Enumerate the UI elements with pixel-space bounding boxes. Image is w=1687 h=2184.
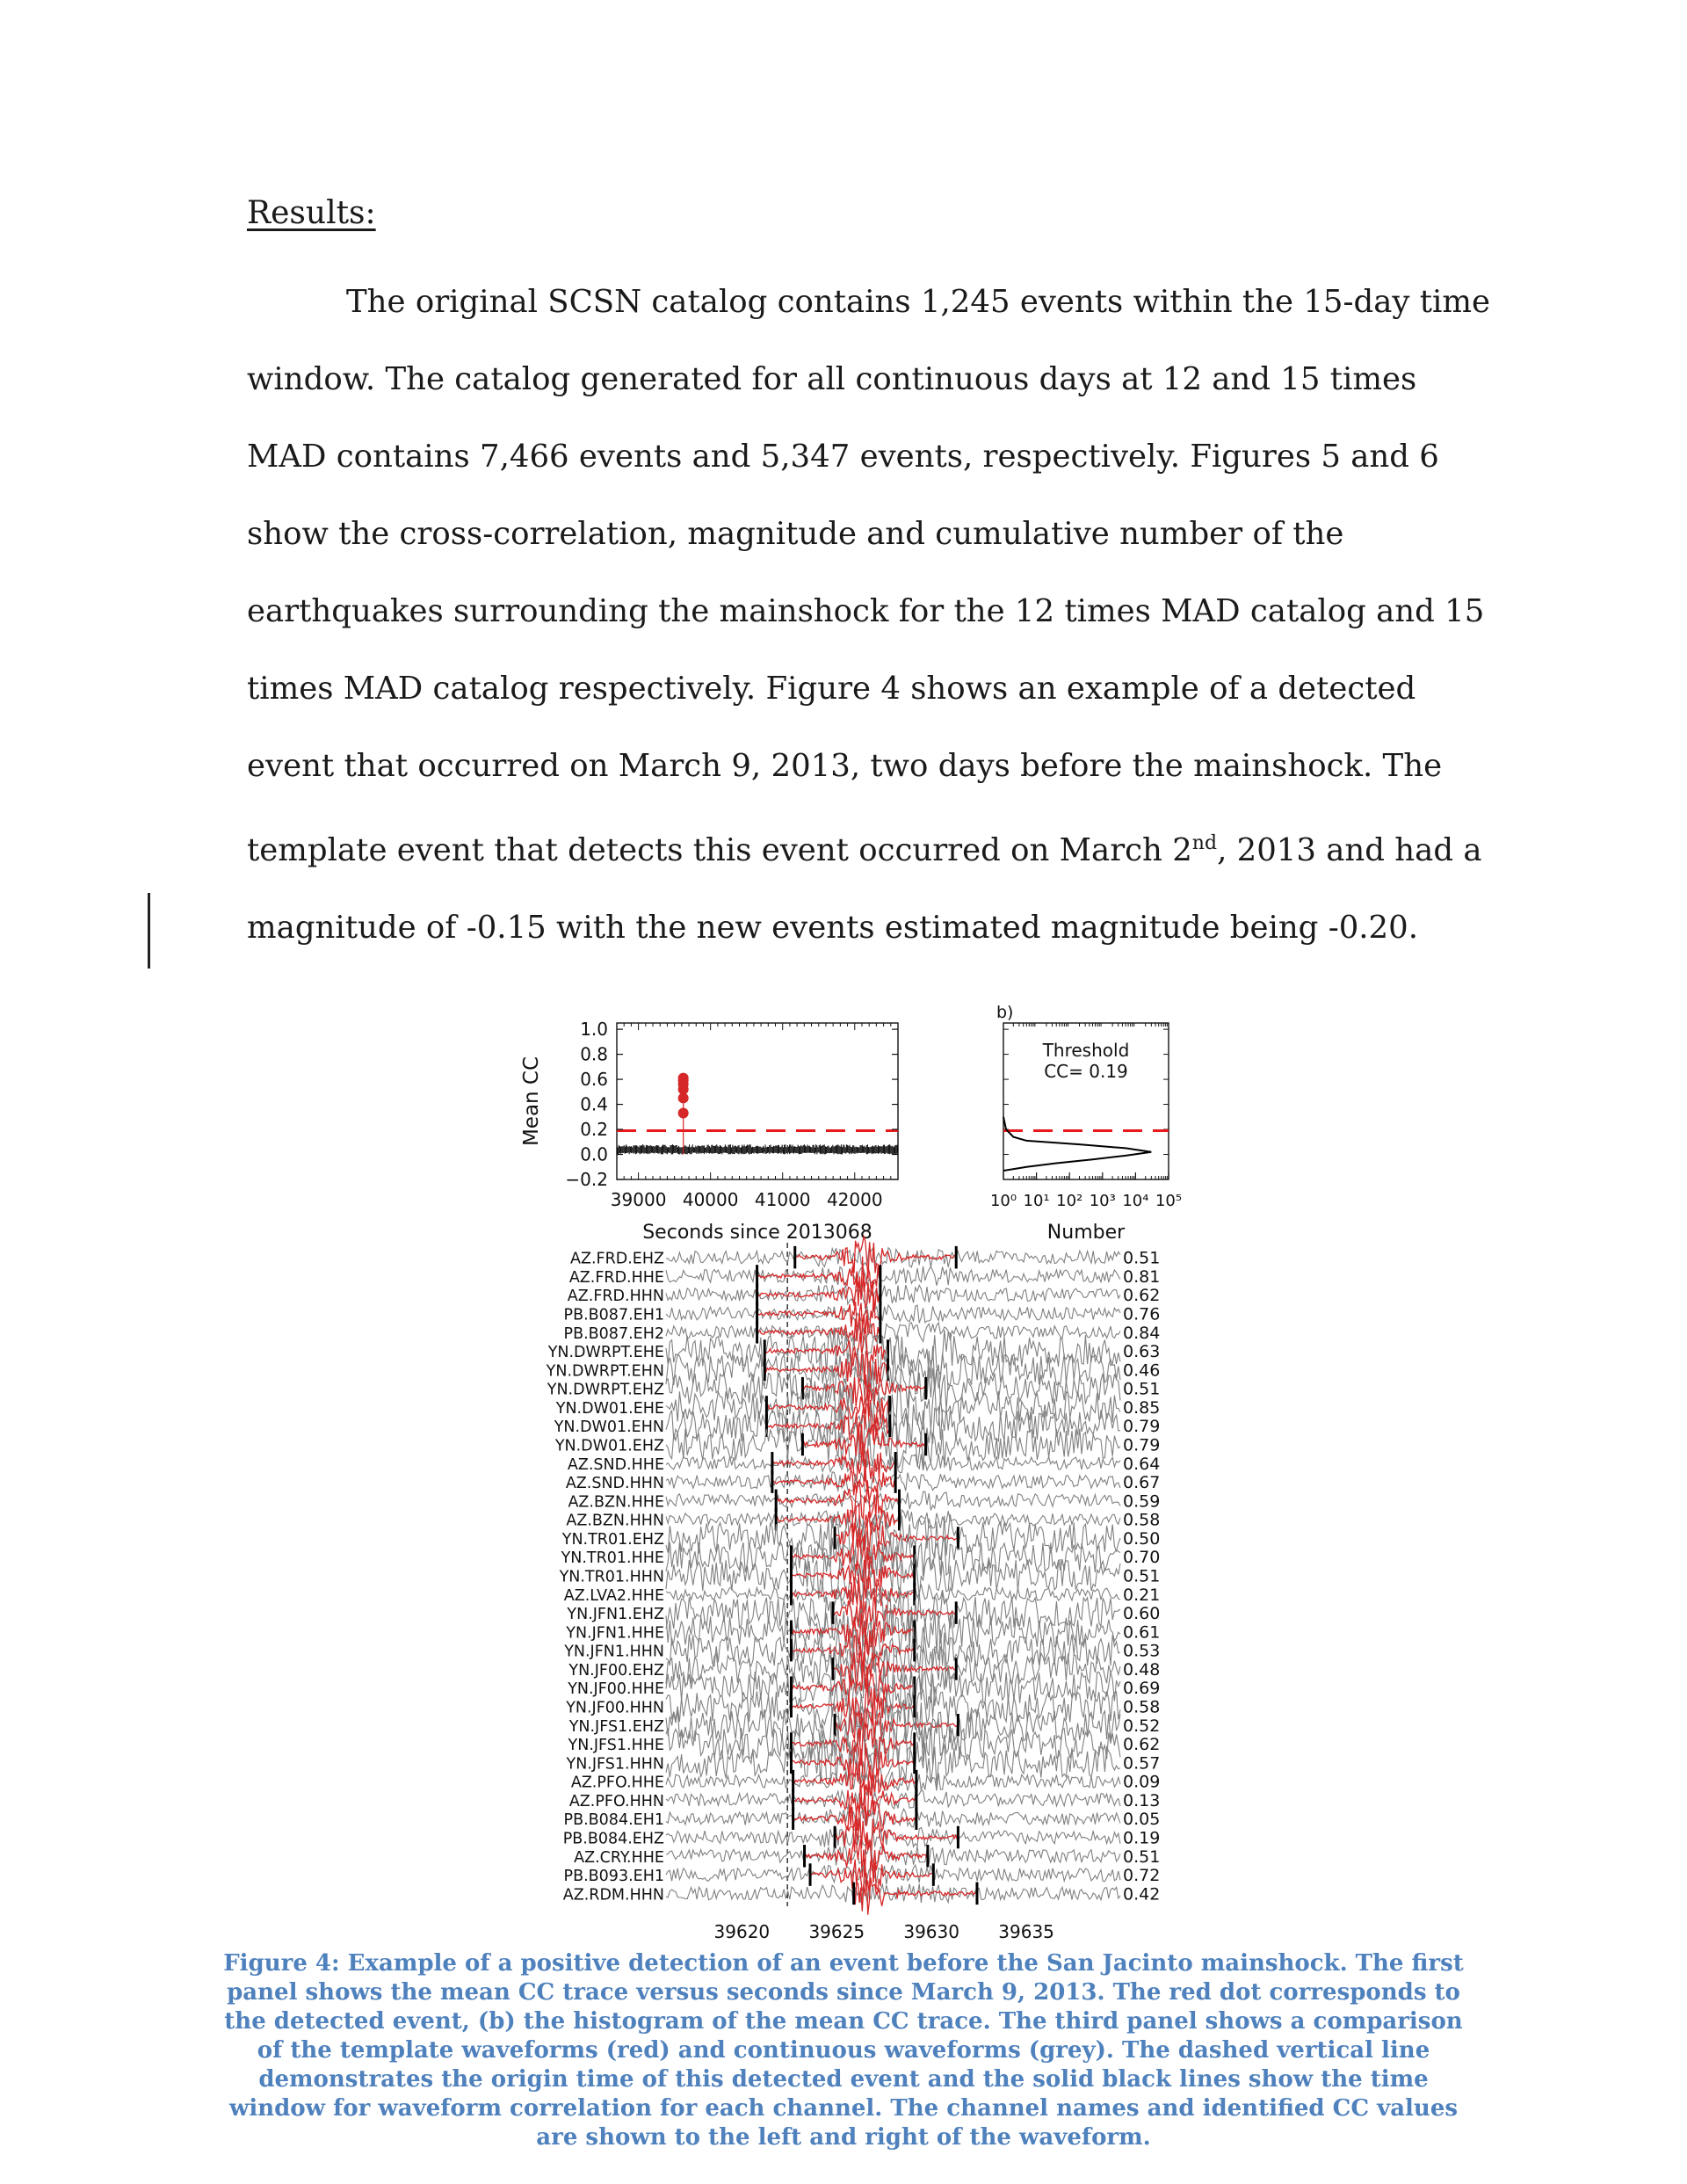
panel-a-detection-point-5 xyxy=(678,1073,689,1084)
channel-name-11: AZ.SND.HHE xyxy=(567,1455,664,1474)
paragraph-part-2: , 2013 and had a magnitude of -0.15 with the new events estimated magnitude being -0.20. xyxy=(247,831,1482,946)
channel-cc-value-30: 0.05 xyxy=(1123,1810,1161,1830)
waveform-continuous-34 xyxy=(666,1883,1120,1903)
panel-b-annotation-line-2: CC= 0.19 xyxy=(1044,1061,1128,1082)
channel-name-22: YN.JF00.EHZ xyxy=(568,1661,664,1680)
channel-name-20: YN.JFN1.HHE xyxy=(566,1624,664,1643)
panel-a-xtick-label-3: 42000 xyxy=(826,1189,883,1210)
channel-name-31: PB.B084.EHZ xyxy=(562,1830,664,1848)
channel-name-2: AZ.FRD.HHN xyxy=(567,1288,664,1306)
waveform-continuous-28 xyxy=(666,1772,1120,1791)
channel-cc-value-0: 0.51 xyxy=(1123,1248,1161,1268)
channel-name-13: AZ.BZN.HHE xyxy=(568,1493,664,1512)
channel-cc-value-11: 0.64 xyxy=(1123,1454,1161,1474)
waveform-continuous-4 xyxy=(666,1323,1120,1342)
channel-name-32: AZ.CRY.HHE xyxy=(574,1848,664,1867)
channel-name-34: AZ.RDM.HHN xyxy=(562,1886,664,1905)
paragraph-part-1: The original SCSN catalog contains 1,245 events within the 15-day time window. The catalog generated for all continuous days at 12 and 15 times MAD contains 7,466 events and 5,347 events, respectively. Figures 5 and 6 show the cross-correlation, magnitude and cumulative number of the earthquakes surrounding the mainshock for the 12 times MAD catalog and 15 times MAD catalog respectively. Figure 4 shows an example of a detected event that occurred on March 9, 2013, two days before the mainshock. The template event that detects this event occurred on March 2 xyxy=(247,284,1491,868)
waveform-template-11 xyxy=(772,1443,894,1484)
channel-cc-value-21: 0.53 xyxy=(1123,1641,1161,1661)
waveform-continuous-13 xyxy=(666,1491,1120,1510)
channel-name-33: PB.B093.EH1 xyxy=(563,1868,664,1886)
channel-name-24: YN.JF00.HHN xyxy=(566,1699,664,1717)
channel-name-28: AZ.PFO.HHE xyxy=(570,1774,664,1792)
channel-cc-value-10: 0.79 xyxy=(1123,1435,1161,1455)
waveform-continuous-0 xyxy=(666,1248,1120,1267)
panel-b-xtick-label-5: 10⁵ xyxy=(1155,1192,1183,1210)
section-heading-colon: : xyxy=(365,195,376,231)
waveform-continuous-33 xyxy=(666,1865,1120,1884)
channel-cc-value-14: 0.58 xyxy=(1123,1510,1161,1530)
revision-change-bar xyxy=(148,893,150,969)
channel-cc-value-27: 0.57 xyxy=(1123,1753,1161,1774)
channel-name-26: YN.JFS1.HHE xyxy=(568,1737,664,1755)
panel-a-ylabel: Mean CC xyxy=(520,1056,543,1147)
waveform-continuous-11 xyxy=(666,1454,1120,1473)
channel-name-18: AZ.LVA2.HHE xyxy=(563,1586,664,1605)
waveform-continuous-2 xyxy=(666,1285,1120,1304)
channel-name-25: YN.JFS1.EHZ xyxy=(568,1717,664,1736)
panel-a-ytick-label-6: −0.2 xyxy=(565,1169,608,1190)
channel-cc-value-33: 0.72 xyxy=(1123,1866,1161,1886)
channel-name-1: AZ.FRD.HHE xyxy=(568,1268,664,1287)
panel-b-xlabel: Number xyxy=(1046,1222,1126,1244)
panel-c-xtick-label-3: 39635 xyxy=(998,1921,1054,1942)
waveform-continuous-3 xyxy=(666,1305,1120,1323)
channel-cc-value-15: 0.50 xyxy=(1123,1528,1161,1549)
channel-cc-value-24: 0.58 xyxy=(1123,1697,1161,1717)
channel-cc-value-6: 0.46 xyxy=(1123,1360,1161,1381)
channel-name-30: PB.B084.EH1 xyxy=(563,1811,664,1830)
section-heading-text: Results xyxy=(247,195,366,231)
channel-name-29: AZ.PFO.HHN xyxy=(568,1792,664,1810)
panel-a-ytick-label-3: 0.4 xyxy=(580,1093,608,1115)
panel-b-xtick-label-3: 10³ xyxy=(1089,1192,1116,1210)
panel-c-xtick-label-0: 39620 xyxy=(713,1921,771,1942)
channel-cc-value-31: 0.19 xyxy=(1123,1828,1161,1848)
channel-cc-value-34: 0.42 xyxy=(1123,1884,1161,1905)
panel-b-label: b) xyxy=(996,1003,1014,1022)
channel-cc-value-1: 0.81 xyxy=(1123,1266,1161,1287)
panel-c-xtick-label-2: 39630 xyxy=(903,1921,959,1942)
figure-4 xyxy=(518,1002,1195,1942)
channel-name-23: YN.JF00.HHE xyxy=(568,1680,664,1699)
channel-cc-value-3: 0.76 xyxy=(1123,1304,1161,1324)
panel-b-xtick-label-0: 10⁰ xyxy=(989,1192,1017,1210)
panel-a-frame xyxy=(617,1023,898,1179)
channel-cc-value-13: 0.59 xyxy=(1123,1491,1161,1512)
waveform-continuous-15 xyxy=(666,1514,1120,1561)
section-heading xyxy=(247,195,376,231)
channel-name-17: YN.TR01.HHN xyxy=(559,1568,664,1586)
channel-cc-value-20: 0.61 xyxy=(1123,1622,1161,1643)
channel-name-19: YN.JFN1.EHZ xyxy=(567,1606,664,1624)
panel-b-histogram-curve xyxy=(1003,1117,1151,1171)
channel-cc-value-16: 0.70 xyxy=(1123,1548,1161,1568)
channel-cc-value-25: 0.52 xyxy=(1123,1716,1161,1736)
panel-a-ytick-label-0: 1.0 xyxy=(580,1019,608,1041)
channel-cc-value-5: 0.63 xyxy=(1123,1342,1161,1362)
channel-name-3: PB.B087.EH1 xyxy=(563,1306,664,1324)
panel-b-xtick-label-2: 10² xyxy=(1056,1192,1083,1210)
channel-name-14: AZ.BZN.HHN xyxy=(566,1512,664,1530)
channel-name-10: YN.DW01.EHZ xyxy=(554,1437,664,1455)
channel-cc-value-26: 0.62 xyxy=(1123,1735,1161,1755)
channel-cc-value-22: 0.48 xyxy=(1123,1659,1161,1680)
channel-cc-value-4: 0.84 xyxy=(1123,1323,1161,1343)
channel-cc-value-17: 0.51 xyxy=(1123,1566,1161,1586)
channel-cc-value-2: 0.62 xyxy=(1123,1286,1161,1306)
channel-cc-value-32: 0.51 xyxy=(1123,1847,1161,1867)
panel-a-xtick-label-1: 40000 xyxy=(682,1189,739,1210)
panel-a-ytick-label-2: 0.6 xyxy=(580,1069,608,1091)
panel-a-ytick-label-1: 0.8 xyxy=(580,1043,608,1065)
channel-cc-value-12: 0.67 xyxy=(1123,1473,1161,1493)
channel-name-27: YN.JFS1.HHN xyxy=(566,1755,664,1774)
channel-name-15: YN.TR01.EHZ xyxy=(561,1530,664,1549)
channel-name-16: YN.TR01.HHE xyxy=(561,1549,664,1568)
figure-caption: Figure 4: Example of a positive detection of an event before the San Jacinto mainshock. The first panel shows the mean CC trace versus seconds since March 9, 2013. The red dot corresponds to the detected event, (b) the histogram of the mean CC trace. The third panel shows a comparison of the template waveforms (red) and continuous waveforms (grey). The dashed vertical line demonstrates the origin time of this detected event and the solid black lines show the time window for waveform correlation for each channel. The channel names and identified CC values are shown to the left and right of the waveform. xyxy=(223,1950,1464,2151)
channel-name-9: YN.DW01.EHN xyxy=(554,1419,664,1437)
channel-name-6: YN.DWRPT.EHN xyxy=(546,1362,664,1381)
channel-cc-value-28: 0.09 xyxy=(1123,1772,1161,1792)
channel-cc-value-9: 0.79 xyxy=(1123,1417,1161,1437)
channel-cc-value-18: 0.21 xyxy=(1123,1585,1161,1605)
panel-b-xtick-label-1: 10¹ xyxy=(1023,1192,1050,1210)
figure-4-plot xyxy=(518,1002,1195,1942)
channel-cc-value-23: 0.69 xyxy=(1123,1679,1161,1699)
channel-name-7: YN.DWRPT.EHZ xyxy=(547,1381,664,1399)
results-paragraph xyxy=(247,264,1495,967)
channel-cc-value-19: 0.60 xyxy=(1123,1604,1161,1624)
waveform-continuous-32 xyxy=(666,1847,1120,1866)
channel-name-8: YN.DW01.EHE xyxy=(555,1399,664,1418)
panel-a-xtick-label-0: 39000 xyxy=(610,1189,667,1210)
panel-a-xlabel: Seconds since 2013068 xyxy=(642,1222,872,1244)
channel-name-0: AZ.FRD.EHZ xyxy=(570,1250,664,1268)
waveform-continuous-31 xyxy=(666,1827,1120,1847)
paragraph-superscript: nd xyxy=(1191,832,1218,854)
channel-name-4: PB.B087.EH2 xyxy=(563,1324,664,1343)
panel-a-detection-point-0 xyxy=(678,1108,689,1119)
panel-b-annotation-line-1: Threshold xyxy=(1042,1040,1130,1061)
waveform-template-28 xyxy=(793,1761,916,1796)
channel-name-21: YN.JFN1.HHN xyxy=(564,1643,664,1661)
waveform-continuous-1 xyxy=(666,1266,1120,1286)
waveform-continuous-12 xyxy=(666,1472,1120,1491)
panel-c-xtick-label-1: 39625 xyxy=(808,1921,865,1942)
panel-b-xtick-label-4: 10⁴ xyxy=(1122,1192,1149,1210)
channel-cc-value-29: 0.13 xyxy=(1123,1790,1161,1810)
panel-a-ytick-label-5: 0.0 xyxy=(580,1143,608,1165)
panel-a-xtick-label-2: 41000 xyxy=(754,1189,811,1210)
channel-name-12: AZ.SND.HHN xyxy=(565,1475,664,1493)
channel-cc-value-7: 0.51 xyxy=(1123,1379,1161,1399)
panel-a-ytick-label-4: 0.2 xyxy=(580,1119,608,1141)
channel-cc-value-8: 0.85 xyxy=(1123,1397,1161,1418)
panel-a-noise-band xyxy=(618,1144,897,1154)
channel-name-5: YN.DWRPT.EHE xyxy=(547,1344,664,1362)
